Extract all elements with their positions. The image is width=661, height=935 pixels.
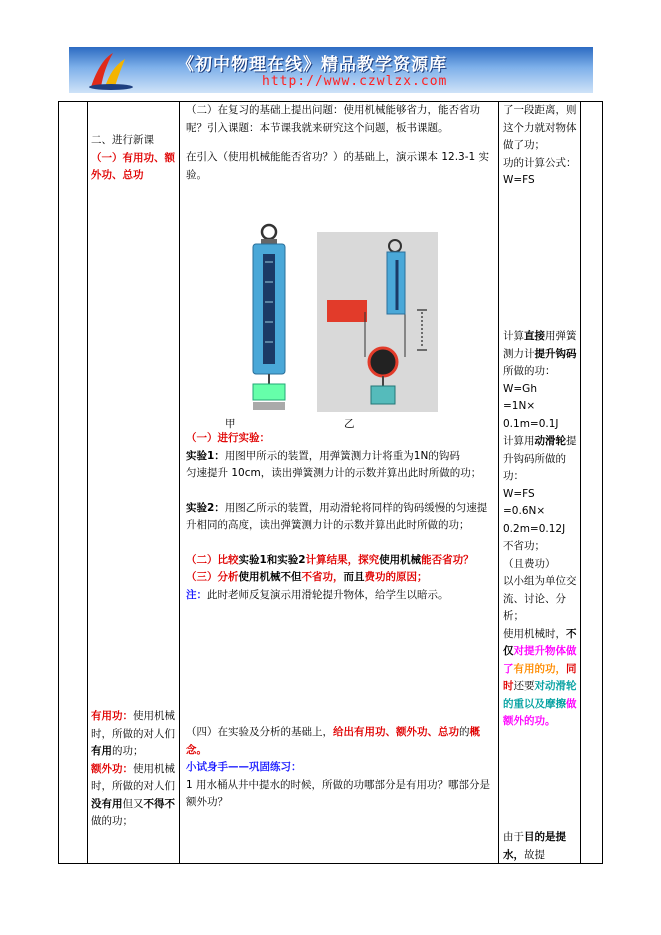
calc-pulley-line-2: 0.2m=0.12J [503, 522, 566, 535]
practice-heading: 小试身手——巩固练习： [186, 761, 302, 773]
calc-no-save: 不省功； [503, 540, 545, 552]
conclusion: 使用机械时，不仅对提升物体做了有用的功，同时还要对动滑轮的重以及摩擦做额外的功。 [503, 627, 577, 727]
calc-pulley-formula: W=FS [503, 487, 535, 500]
experiment-section [186, 430, 494, 604]
pulley-figure-b [317, 232, 438, 412]
useful-work-term: 有用功： [91, 710, 133, 722]
right-note-1: 了一段距离，则这个力就对物体做了功； [503, 104, 577, 151]
right-calculations [503, 328, 577, 731]
lesson-table [58, 101, 603, 864]
term-definitions [91, 708, 177, 831]
intro-paragraph-2: 在引入（使用机械能能否省功？）的基础上，演示课本 12.3-1 实验。 [186, 151, 490, 181]
experiment-1-text-2: 匀速提升 10cm，读出弹簧测力计的示数并算出此时所做的功； [186, 467, 482, 479]
note-line: 注：此时老师反复演示用滑轮提升物体，给学生以暗示。 [186, 588, 449, 601]
section-title: 二、进行新课 [91, 134, 154, 146]
useful-work-def: 使用机械时，所做的对人们 [91, 710, 175, 740]
extra-work-term: 额外功： [91, 762, 133, 775]
right-notes-bottom: 由于目的是提水，故提 [503, 831, 566, 861]
section-subtitle: （一）有用功、额外功、总功 [91, 151, 175, 181]
intro-paragraph-1: （二）在复习的基础上提出问题：使用机械能够省力，能否省功呢？引入课题：本节课我就来研究这个问题，板书课题。 [186, 104, 480, 134]
calc-direct-line-2: 0.1m=0.1J [503, 417, 559, 430]
right-notes-top [503, 102, 577, 190]
table-divider [179, 102, 180, 863]
experiment-1-text: 用图甲所示的装置，用弹簧测力计将重为1N的钩码 [224, 449, 460, 462]
banner-url[interactable]: http://www.czwlzx.com [262, 74, 448, 89]
calc-direct-line-1: =1N× [503, 400, 536, 412]
useful-work-em: 有用 [91, 745, 112, 757]
spring-scale-figure-a [239, 222, 299, 412]
experiment-1-label: 实验1： [186, 449, 225, 462]
extra-work-em1: 没有用 [91, 797, 123, 810]
extra-work-def: 使用机械时，所做的对人们 [91, 762, 175, 792]
experiment-2-text: 用图乙所示的装置，用动滑轮将同样的钩码缓慢的匀速提升相同的高度，读出弹簧测力计的示数并算出此时所做的功； [186, 501, 488, 531]
table-divider [498, 102, 499, 863]
figure-caption-b: 乙 [344, 418, 355, 430]
experiment-heading: （一）进行实验： [186, 432, 270, 444]
banner-title: 《初中物理在线》精品教学资源库 [177, 55, 447, 75]
extra-work-em2: 不得不 [143, 797, 175, 810]
experiment-2-label: 实验2： [186, 501, 225, 514]
group-discussion: 以小组为单位交流、讨论、分析； [503, 575, 577, 622]
intro-text [186, 102, 494, 184]
practice-question: 1 用水桶从井中提水的时候，所做的功哪部分是有用功？哪部分是额外功？ [186, 778, 491, 808]
calc-direct-formula: W=Gh [503, 382, 537, 395]
calc-cost: （且费功） [503, 557, 556, 570]
figure-caption-a: 甲 [225, 418, 236, 430]
useful-work-end: 的功； [112, 745, 144, 757]
calc-direct: 计算直接用弹簧测力计提升钩码所做的功： [503, 330, 577, 377]
calc-pulley-line-1: =0.6N× [503, 505, 546, 517]
analysis-line: （三）分析使用机械不但不省功，而且费功的原因； [186, 571, 428, 583]
extra-work-mid: 但又 [122, 797, 144, 810]
calc-pulley: 计算用动滑轮提升钩码所做的功： [503, 435, 577, 482]
header-banner [69, 47, 593, 93]
concept-line: （四）在实验及分析的基础上，给出有用功、额外功、总功的概念。 [186, 726, 480, 756]
logo-icon [83, 49, 135, 91]
concept-section [186, 724, 494, 812]
table-divider [580, 102, 581, 863]
right-note-2: 功的计算公式：W=FS [503, 156, 577, 186]
section-title-block [91, 132, 177, 185]
compare-line: （二）比较实验1和实验2计算结果，探究使用机械能否省功？ [186, 553, 474, 566]
table-divider [87, 102, 88, 863]
extra-work-end: 做的功； [91, 815, 133, 827]
